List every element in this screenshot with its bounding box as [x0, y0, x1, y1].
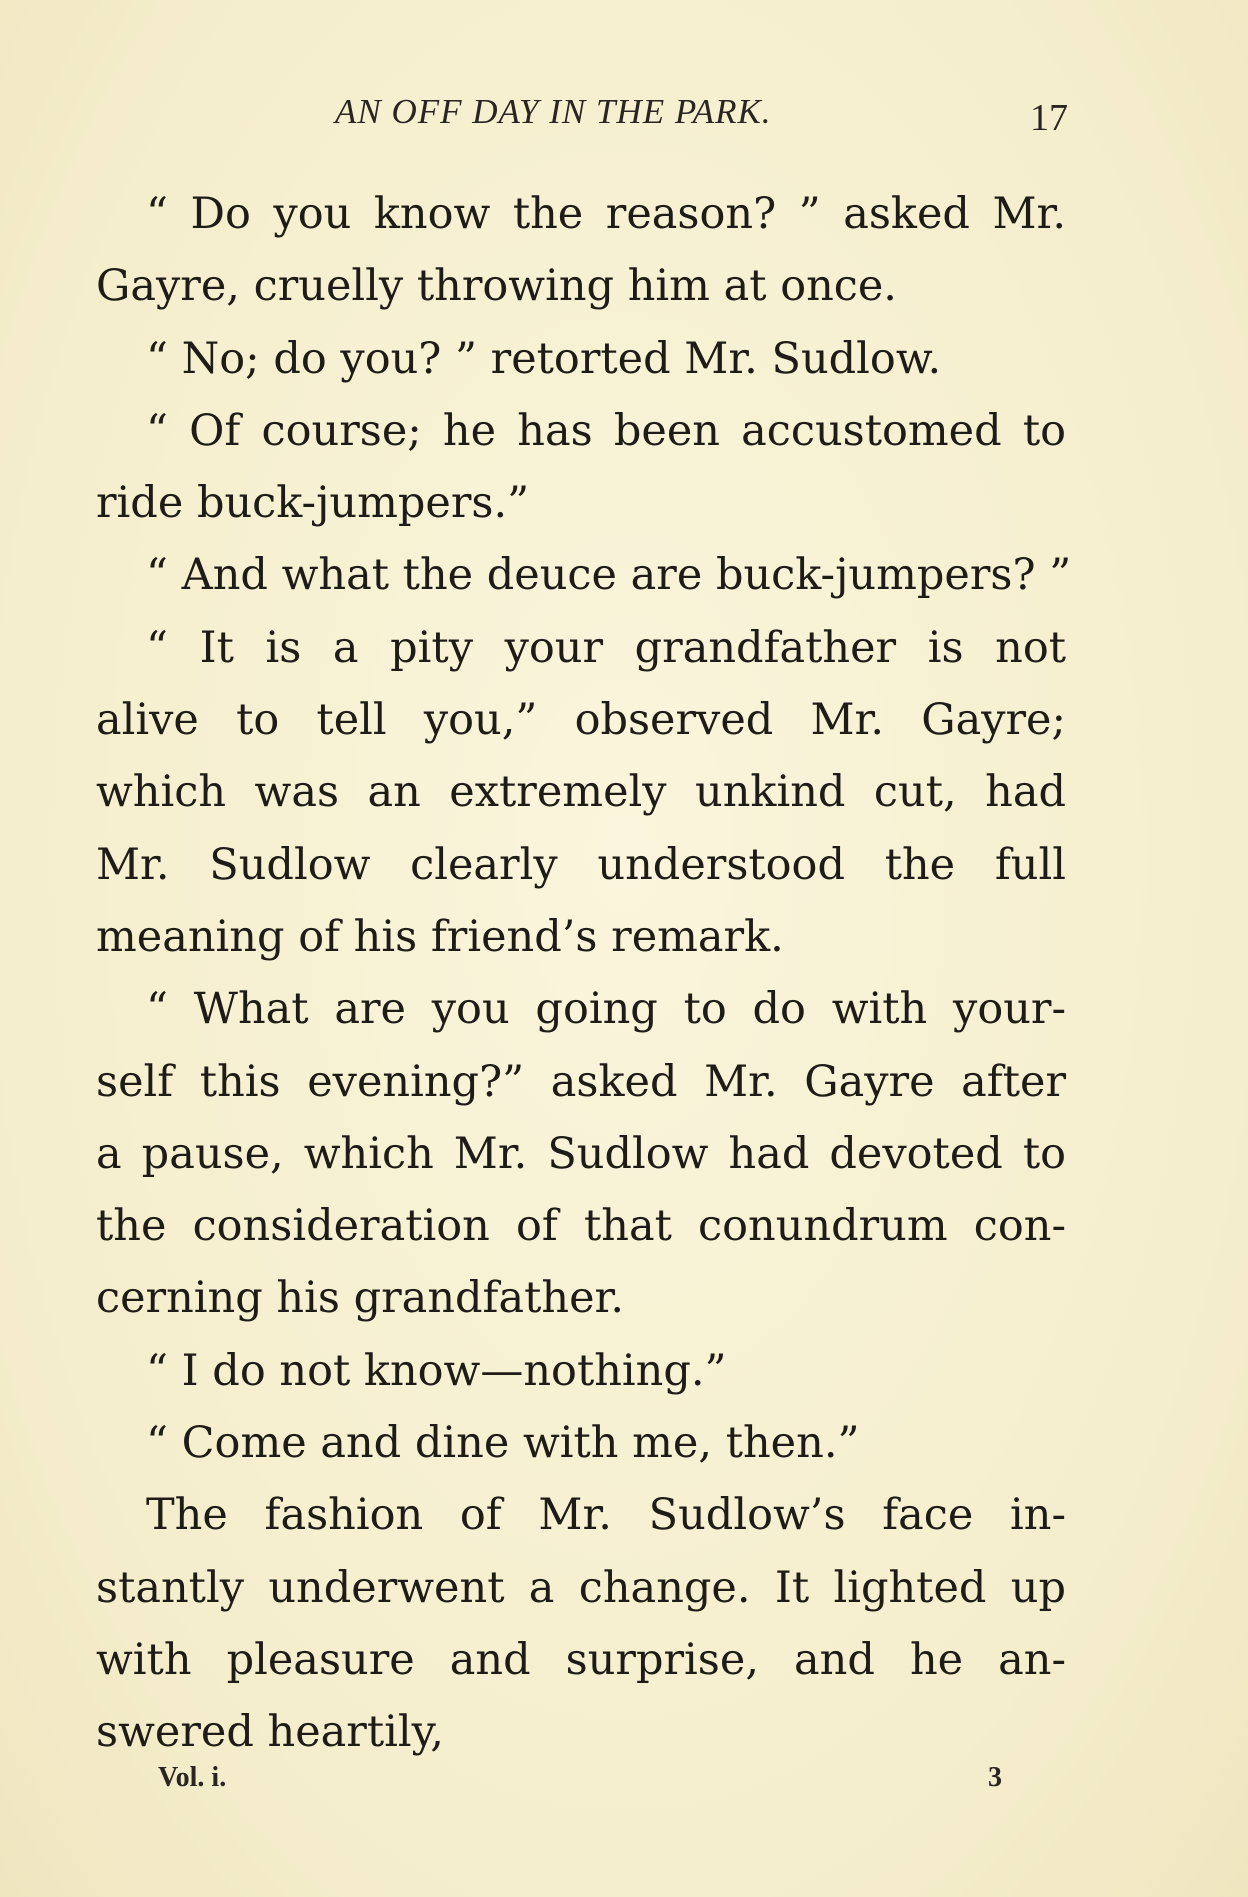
text-line: “ Of course; he has been accustomed to — [146, 405, 1066, 456]
text-line: alive to tell you,” observed Mr. Gayre; — [96, 695, 1066, 746]
body-text — [96, 178, 1072, 1769]
text-line: meaning of his friend’s remark. — [96, 911, 784, 962]
page-header — [0, 92, 1248, 142]
text-line: a pause, which Mr. Sudlow had devoted to — [96, 1128, 1066, 1179]
text-line: cerning his grandfather. — [96, 1273, 625, 1324]
volume-label: Vol. i. — [158, 1762, 227, 1793]
text-line: “ What are you going to do with your- — [146, 984, 1066, 1035]
text-line: The fashion of Mr. Sudlow’s face in- — [146, 1490, 1066, 1541]
text-line: Mr. Sudlow clearly understood the full — [96, 839, 1066, 890]
text-line: stantly underwent a change. It lighted up — [96, 1562, 1066, 1613]
text-line: “ I do not know—nothing.” — [146, 1345, 727, 1396]
text-line: the consideration of that conundrum con- — [96, 1201, 1066, 1252]
running-title: AN OFF DAY IN THE PARK. — [335, 92, 772, 131]
text-line: “ It is a pity your grandfather is not — [146, 622, 1066, 673]
signature-mark: 3 — [988, 1762, 1002, 1793]
text-line: self this evening?” asked Mr. Gayre after — [96, 1056, 1066, 1107]
text-line: “ Do you know the reason? ” asked Mr. — [146, 189, 1066, 239]
page-number: 17 — [1030, 97, 1068, 139]
text-line: “ And what the deuce are buck-jumpers? ” — [146, 550, 1072, 601]
text-line: “ Come and dine with me, then.” — [146, 1418, 860, 1469]
text-line: which was an extremely unkind cut, had — [96, 767, 1066, 818]
page-footer — [0, 1762, 1248, 1802]
text-line: with pleasure and surprise, and he an- — [96, 1634, 1066, 1685]
text-line: Gayre, cruelly throwing him at once. — [96, 261, 897, 312]
text-line: swered heartily, — [96, 1707, 444, 1758]
text-line: “ No; do you? ” retorted Mr. Sudlow. — [146, 333, 942, 384]
text-line: ride buck-jumpers.” — [96, 478, 530, 529]
